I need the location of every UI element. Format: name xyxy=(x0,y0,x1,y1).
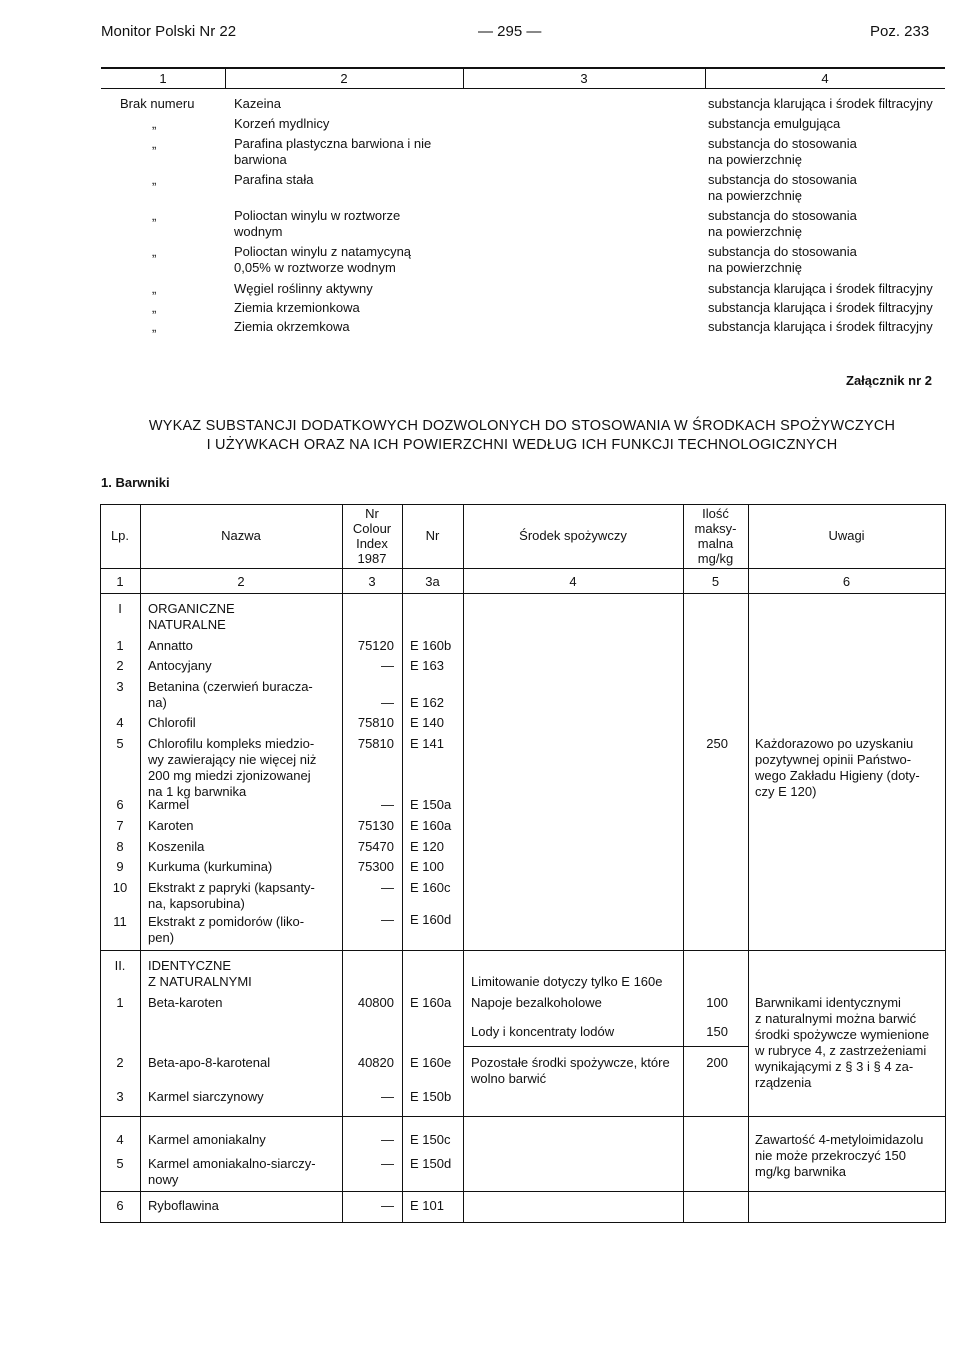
section-heading: 1. Barwniki xyxy=(101,475,170,490)
group-number: I xyxy=(118,601,122,616)
table-row-name: Ekstrakt z papryki (kapsanty- xyxy=(148,880,315,895)
table-cell: Ziemia okrzemkowa xyxy=(234,319,350,334)
table-row-nr: E 160c xyxy=(410,880,451,895)
header-qty: Ilość xyxy=(702,506,729,521)
group-number: II. xyxy=(114,958,126,973)
table-row-lp: 2 xyxy=(116,658,124,673)
table-row-ci: — xyxy=(381,797,394,812)
col-number: 3a xyxy=(425,574,440,589)
table-row-name: Chlorofilu kompleks miedzio- xyxy=(148,736,315,751)
table-row-ci: 40800 xyxy=(357,995,394,1010)
table-row-ci: 40820 xyxy=(357,1055,394,1070)
table-row-lp: 3 xyxy=(116,1089,124,1104)
table-row-ci: 75130 xyxy=(357,818,394,833)
table-row-nr: E 160e xyxy=(410,1055,452,1070)
annex-title-line2: I UŻYWKACH ORAZ NA ICH POWIERZCHNI WEDŁUG ICH FUNKCJI TECHNOLOGICZNYCH xyxy=(206,437,838,453)
table-row-nr: E 160a xyxy=(410,818,452,833)
table-row-nr: E 150c xyxy=(410,1132,451,1147)
limit-note: Limitowanie dotyczy tylko E 160e xyxy=(471,974,663,989)
table-row-name: Karmel siarczynowy xyxy=(148,1089,264,1104)
header-nr: Nr xyxy=(425,528,440,543)
col-header-2: 2 xyxy=(340,71,348,86)
table-cell: substancja klarująca i środek filtracyjny xyxy=(708,300,933,315)
table-cell: na powierzchnię xyxy=(708,260,802,275)
table-row-lp: 6 xyxy=(116,1198,124,1213)
food-qty: 200 xyxy=(706,1055,728,1070)
table-cell: Ziemia krzemionkowa xyxy=(234,300,360,315)
group-note: Barwnikami identycznymi xyxy=(755,995,901,1010)
col-header-1: 1 xyxy=(159,71,167,86)
group-note: z naturalnymi można barwić xyxy=(755,1011,917,1026)
table-cell: substancja emulgująca xyxy=(708,116,841,131)
group-note: środki spożywcze wymienione xyxy=(755,1027,930,1042)
annex-label: Załącznik nr 2 xyxy=(846,373,932,388)
table-row-lp: 5 xyxy=(116,1156,124,1171)
table-row-note: czy E 120) xyxy=(755,784,817,799)
page-number: — 295 — xyxy=(478,23,542,40)
table-row-lp: 1 xyxy=(116,638,124,653)
position-number: Poz. 233 xyxy=(870,23,930,40)
col-number: 1 xyxy=(116,574,124,589)
table-row-qty: 250 xyxy=(706,736,728,751)
table-row-nr: E 141 xyxy=(410,736,444,751)
table-row-ci: 75810 xyxy=(357,736,394,751)
header-qty-line: maksy- xyxy=(694,521,737,536)
table-row-lp: 4 xyxy=(116,1132,124,1147)
table-row-nr: E 150b xyxy=(410,1089,452,1104)
table-row-name: Ekstrakt z pomidorów (liko- xyxy=(148,914,305,929)
table-row-name: Karmel amoniakalno-siarczy- xyxy=(148,1156,316,1171)
table-row-name: pen) xyxy=(148,930,175,945)
table-row-note: wego Zakładu Higieny (doty- xyxy=(755,768,920,783)
table-cell: „ xyxy=(152,244,157,259)
table-row-name: Antocyjany xyxy=(148,658,212,673)
group-note: w rubryce 4, z zastrzeżeniami xyxy=(755,1043,927,1058)
table-row-ci: — xyxy=(381,912,394,927)
table-row-name: na, kapsorubina) xyxy=(148,896,245,911)
table-row-nr: E 120 xyxy=(410,839,444,854)
group-note: mg/kg barwnika xyxy=(755,1164,847,1179)
table-cell: Korzeń mydlnicy xyxy=(234,116,330,131)
group-note: wynikającymi z § 3 i § 4 za- xyxy=(755,1059,914,1074)
table-cell: „ xyxy=(152,208,157,223)
table-cell: substancja klarująca i środek filtracyjny xyxy=(708,96,933,111)
food-item: wolno barwić xyxy=(471,1071,547,1086)
table-cell: Polioctan winylu z natamycyną xyxy=(234,244,412,259)
table-row-ci: — xyxy=(381,1132,394,1147)
col-number: 6 xyxy=(842,574,851,589)
table-row-name: wy zawierający nie więcej niż xyxy=(148,752,317,767)
header-qty-line: malna xyxy=(697,536,734,551)
table-cell: „ xyxy=(152,300,157,315)
table-row-name: nowy xyxy=(148,1172,179,1187)
table-cell: „ xyxy=(152,319,157,334)
table-row-note: pozytywnej opinii Państwo- xyxy=(755,752,912,767)
group-name: IDENTYCZNE xyxy=(148,958,232,973)
table-cell: substancja do stosowania xyxy=(708,136,857,151)
header-name: Nazwa xyxy=(221,528,261,543)
header-ci-line: Colour xyxy=(352,521,392,536)
table-row-name: Karoten xyxy=(148,818,194,833)
col-header-3: 3 xyxy=(580,71,588,86)
table-row-name: na) xyxy=(148,695,167,710)
table-cell: wodnym xyxy=(234,224,283,239)
table-row-ci: — xyxy=(381,1198,394,1213)
header-lp: Lp. xyxy=(110,528,130,543)
col-number: 2 xyxy=(237,574,245,589)
table-cell: Parafina plastyczna barwiona i nie xyxy=(234,136,432,151)
table-cell: na powierzchnię xyxy=(708,152,802,167)
table-row-name: na 1 kg barwnika xyxy=(148,784,247,799)
food-item: Lody i koncentraty lodów xyxy=(471,1024,615,1039)
group-note: Zawartość 4-metyloimidazolu xyxy=(755,1132,924,1147)
table-cell: 0,05% w roztworze wodnym xyxy=(234,260,396,275)
header-ci-line: Index xyxy=(356,536,388,551)
table-row-lp: 2 xyxy=(116,1055,124,1070)
table-row-ci: 75120 xyxy=(357,638,394,653)
table-row-ci: 75470 xyxy=(357,839,394,854)
header-ci-line: 1987 xyxy=(357,551,387,566)
table-cell: na powierzchnię xyxy=(708,188,802,203)
table-cell: barwiona xyxy=(234,152,287,167)
col-number: 5 xyxy=(711,574,720,589)
table-row-name: Karmel amoniakalny xyxy=(148,1132,266,1147)
table-row-name: Chlorofil xyxy=(148,715,196,730)
table-row-ci: — xyxy=(381,880,394,895)
table-row-name: Koszenila xyxy=(148,839,205,854)
table-row-lp: 8 xyxy=(116,839,124,854)
table-cell: „ xyxy=(152,116,157,131)
table-row-name: Betanina (czerwień buracza- xyxy=(148,679,313,694)
header-ci: Nr xyxy=(365,506,379,521)
group-name: ORGANICZNE xyxy=(148,601,235,616)
table-row-nr: E 140 xyxy=(410,715,444,730)
table-row-nr: E 163 xyxy=(410,658,444,673)
col-number: 3 xyxy=(368,574,376,589)
col-header-4: 4 xyxy=(821,71,829,86)
table-cell: substancja klarująca i środek filtracyjny xyxy=(708,319,933,334)
table-row-ci: — xyxy=(381,1156,394,1171)
table-row-name: Kurkuma (kurkumina) xyxy=(148,859,273,874)
group-note: rządzenia xyxy=(755,1075,812,1090)
header-notes: Uwagi xyxy=(828,528,865,543)
table-cell: Węgiel roślinny aktywny xyxy=(234,281,373,296)
table-row-lp: 1 xyxy=(116,995,124,1010)
table-row-nr: E 100 xyxy=(410,859,444,874)
table-cell: substancja do stosowania xyxy=(708,172,857,187)
table-row-nr: E 101 xyxy=(410,1198,444,1213)
food-item: Napoje bezalkoholowe xyxy=(471,995,602,1010)
table-row-lp: 7 xyxy=(116,818,124,833)
table-row-ci: 75810 xyxy=(357,715,394,730)
table-row-name: Annatto xyxy=(148,638,193,653)
table-row-nr: E 162 xyxy=(410,695,444,710)
food-qty: 150 xyxy=(706,1024,728,1039)
table-cell: na powierzchnię xyxy=(708,224,802,239)
table-cell: substancja klarująca i środek filtracyjny xyxy=(708,281,933,296)
table-row-note: Każdorazowo po uzyskaniu xyxy=(755,736,914,751)
table-cell: Parafina stała xyxy=(234,172,314,187)
table-row-ci: 75300 xyxy=(357,859,394,874)
table-cell: Kazeina xyxy=(234,96,281,111)
table-row-nr: E 150a xyxy=(410,797,452,812)
group-name: Z NATURALNYMI xyxy=(148,974,252,989)
col-number: 4 xyxy=(569,574,577,589)
table-cell: „ xyxy=(152,136,157,151)
header-qty-line: mg/kg xyxy=(697,551,734,566)
header-food: Środek spożywczy xyxy=(519,528,627,543)
table-row-nr: E 160b xyxy=(410,638,452,653)
table-row-lp: 4 xyxy=(116,715,124,730)
table-cell: substancja do stosowania xyxy=(708,208,857,223)
table-row-ci: — xyxy=(381,695,394,710)
table-row-lp: 3 xyxy=(116,679,124,694)
table-row-name: Ryboflawina xyxy=(148,1198,219,1213)
table-row-name: Beta-karoten xyxy=(148,995,223,1010)
table-row-ci: — xyxy=(381,658,394,673)
table-row-lp: 6 xyxy=(116,797,124,812)
table-row-lp: 10 xyxy=(112,880,128,895)
table-row-lp: 11 xyxy=(113,914,127,929)
table-row-name: 200 mg miedzi zjonizowanej xyxy=(148,768,311,783)
annex-title-line1: WYKAZ SUBSTANCJI DODATKOWYCH DOZWOLONYCH DO STOSOWANIA W ŚRODKACH SPOŻYWCZYCH xyxy=(148,418,896,434)
group-note: nie może przekroczyć 150 xyxy=(755,1148,907,1163)
group-name: NATURALNE xyxy=(148,617,226,632)
table-row-nr: E 150d xyxy=(410,1156,452,1171)
table-row-ci: — xyxy=(381,1089,394,1104)
table-cell: Brak numeru xyxy=(120,96,195,111)
food-item: Pozostałe środki spożywcze, które xyxy=(471,1055,670,1070)
food-qty: 100 xyxy=(706,995,728,1010)
table-row-nr: E 160d xyxy=(410,912,452,927)
table-row-nr: E 160a xyxy=(410,995,452,1010)
table-cell: „ xyxy=(152,172,157,187)
table-cell: substancja do stosowania xyxy=(708,244,857,259)
table-cell: Polioctan winylu w roztworze xyxy=(234,208,401,223)
table-cell: „ xyxy=(152,281,157,296)
table-row-name: Beta-apo-8-karotenal xyxy=(148,1055,271,1070)
table-row-name: Karmel xyxy=(148,797,190,812)
running-header-title: Monitor Polski Nr 22 xyxy=(101,23,237,40)
table-row-lp: 5 xyxy=(116,736,124,751)
table-row-lp: 9 xyxy=(116,859,124,874)
